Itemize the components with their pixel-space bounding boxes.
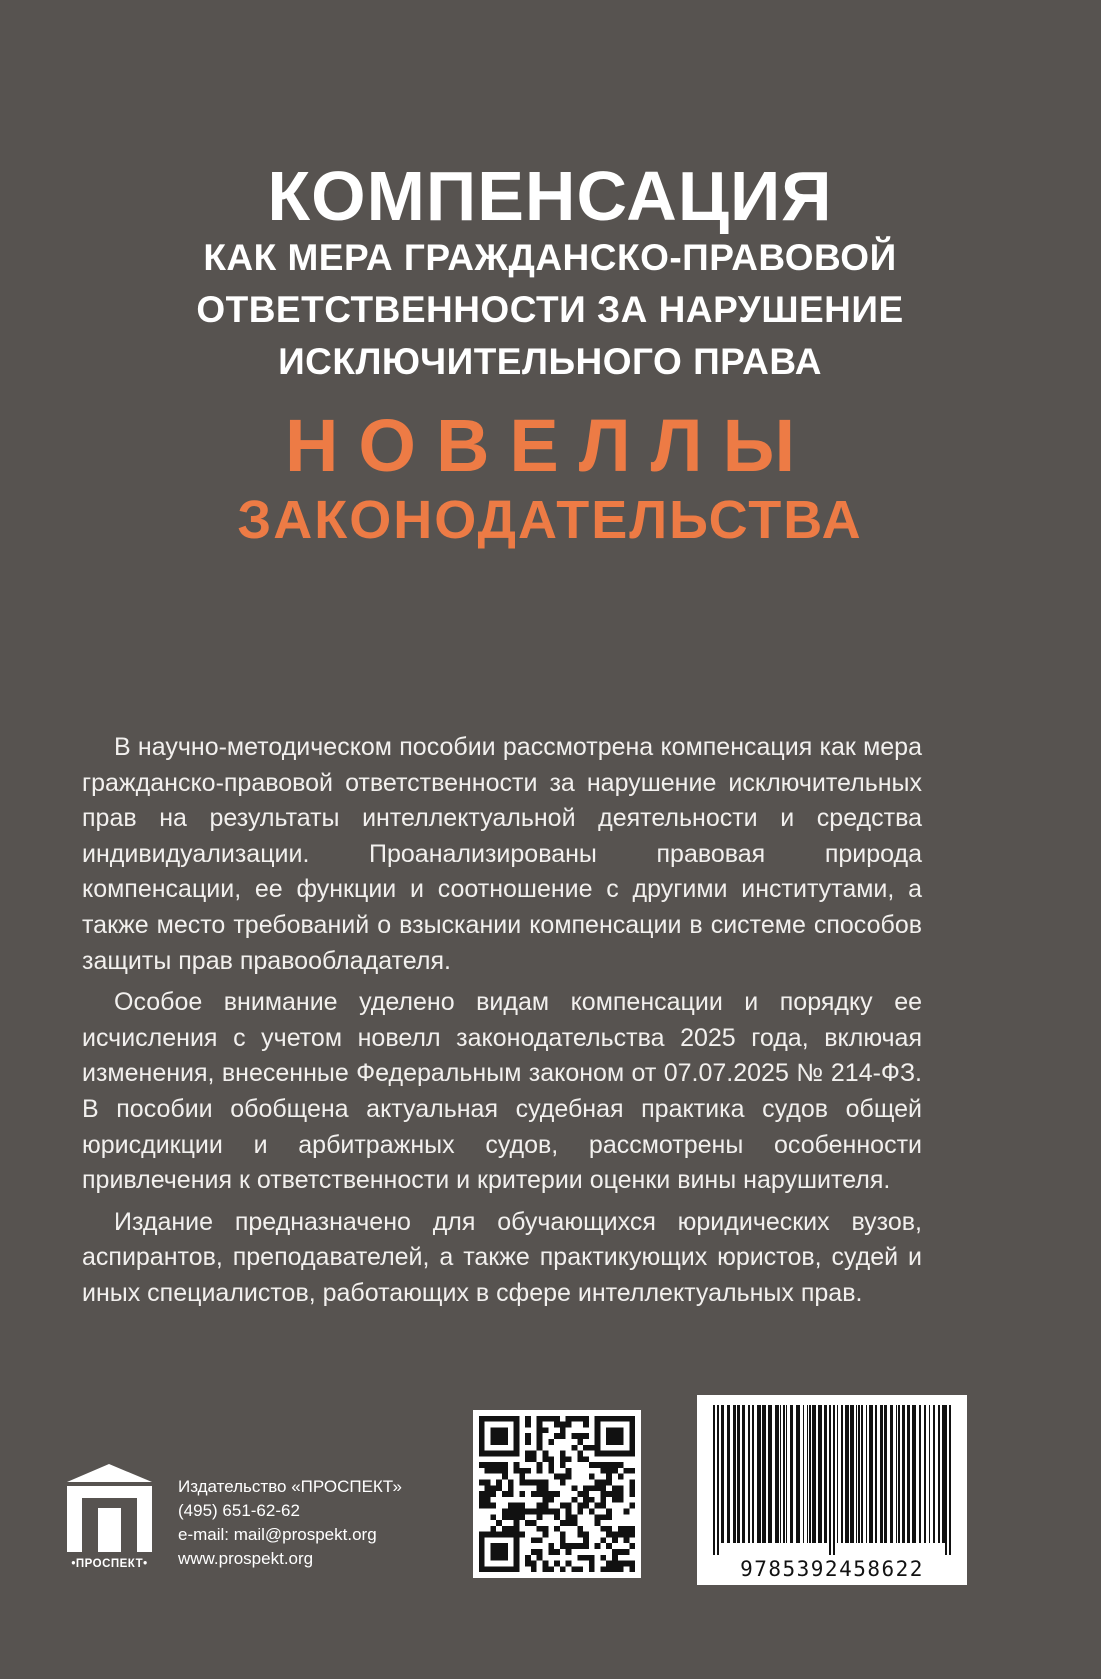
qr-code-icon — [473, 1410, 641, 1578]
publisher-phone: (495) 651-62-62 — [178, 1501, 300, 1520]
subtitle-line-2: ОТВЕТСТВЕННОСТИ ЗА НАРУШЕНИЕ — [196, 289, 904, 330]
barcode-number: 9785392458622 — [740, 1557, 924, 1581]
barcode-icon — [707, 1405, 957, 1555]
publisher-email: e-mail: mail@prospekt.org — [178, 1525, 377, 1544]
prospekt-logo-icon — [62, 1462, 157, 1554]
annotation-paragraph: Издание предназначено для обучающихся юридических вузов, аспирантов, преподавателей, а также практикующих юристов, судей и иных специалистов, работающих в сфере интеллектуальных прав. — [82, 1207, 922, 1307]
subtitle-line-3: ИСКЛЮЧИТЕЛЬНОГО ПРАВА — [278, 341, 822, 382]
qr-code — [473, 1410, 641, 1578]
annotation-paragraph: Особое внимание уделено видам компенсации и порядку ее исчисления с учетом новелл законодательства 2025 года, включая изменения, внесенные Федеральным законом от 07.07.2025 № 214-ФЗ. В пособии обобщена актуальная судебная практика судов общей юрисдикции и арбитражных судов, рассмотрены особенности привлечения к ответственности и критерии оценки вины нарушителя. — [82, 988, 922, 1195]
annotation-paragraph: В научно-методическом пособии рассмотрена компенсация как мера гражданско-правовой ответственности за нарушение исключительных прав на результаты интеллектуальной деятельности и средства индивидуализации. Проанализированы правовая природа компенсации, ее функции и соотношение с другими институтами, а также место требований о взыскании компенсации в системе способов защиты прав правообладателя. — [82, 733, 922, 975]
publisher-logo — [62, 1462, 157, 1572]
series-title-line-1: НОВЕЛЛЫ — [284, 404, 816, 487]
isbn-barcode — [697, 1395, 967, 1585]
annotation-text — [82, 730, 922, 1318]
publisher-info — [178, 1475, 402, 1571]
logo-text: •ПРОСПЕКТ• — [71, 1558, 148, 1570]
subtitle-line-1: КАК МЕРА ГРАЖДАНСКО-ПРАВОВОЙ — [203, 237, 897, 278]
book-title: КОМПЕНСАЦИЯ — [267, 157, 833, 235]
series-title-line-2: ЗАКОНОДАТЕЛЬСТВА — [237, 490, 863, 550]
publisher-website: www.prospekt.org — [178, 1549, 314, 1568]
publisher-name: Издательство «ПРОСПЕКТ» — [178, 1477, 402, 1496]
title-block — [150, 157, 950, 552]
